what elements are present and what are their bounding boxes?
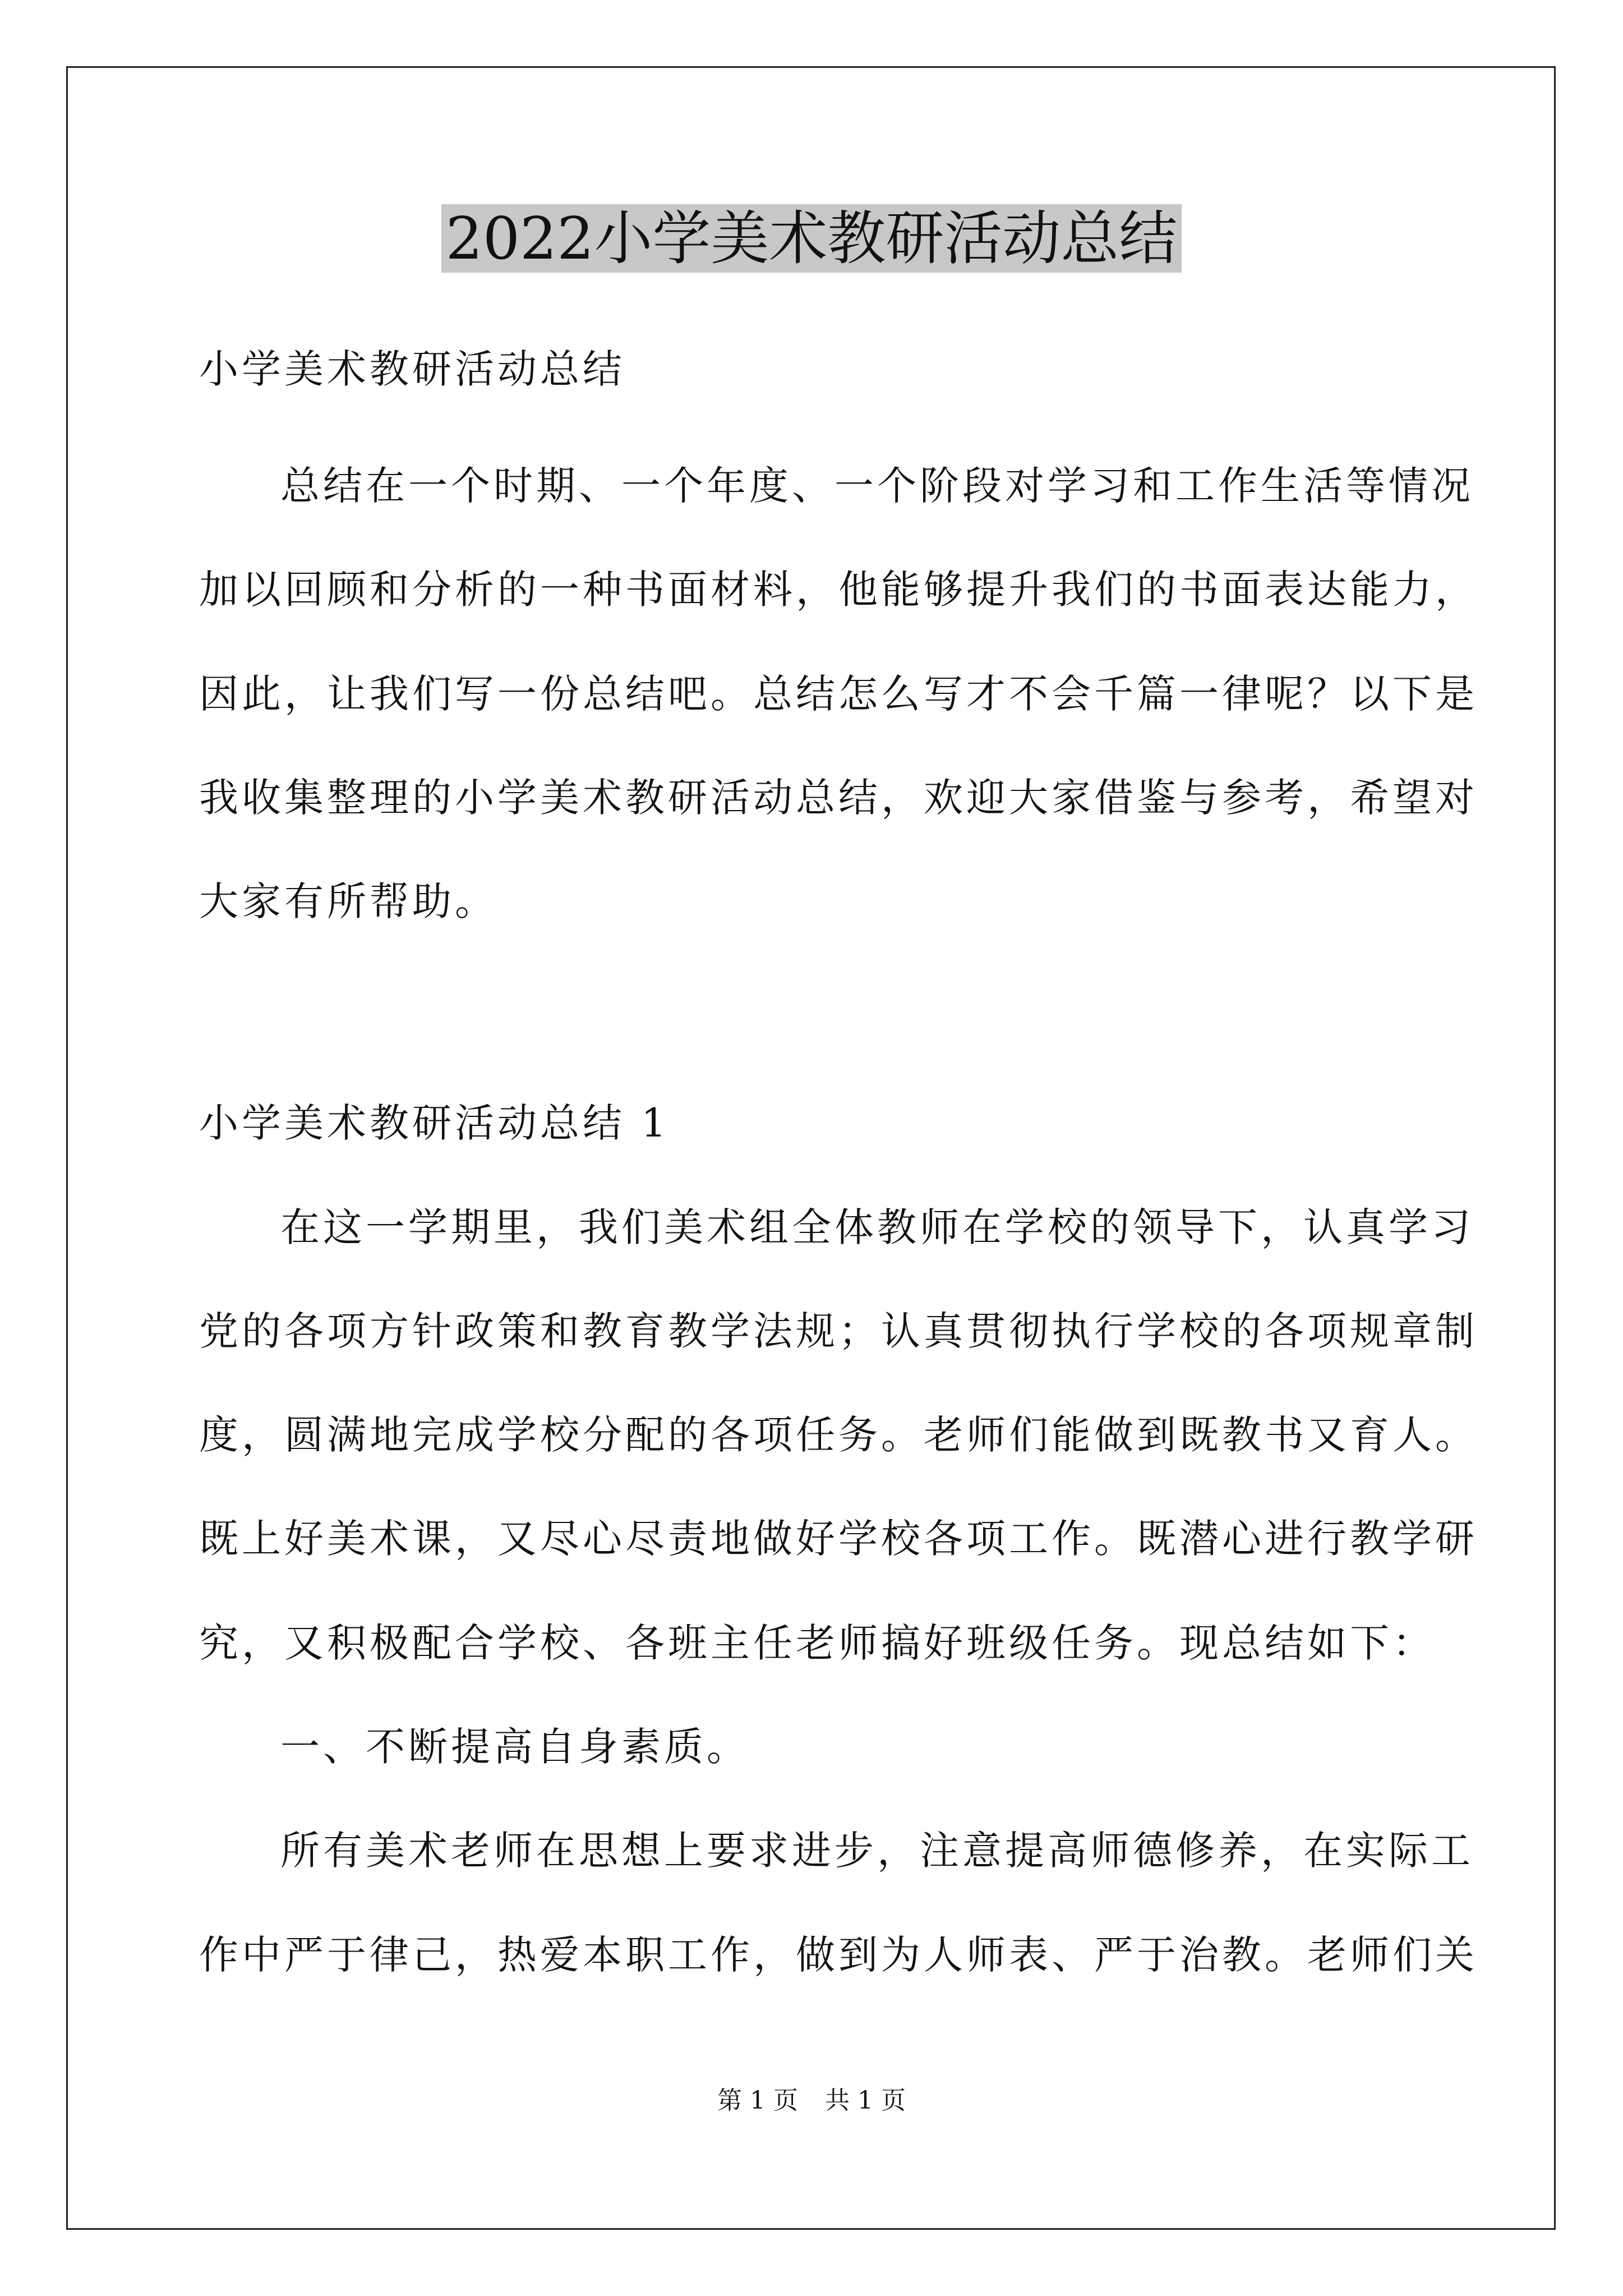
section1-line: 党的各项方针政策和教育教学法规；认真贯彻执行学校的各项规章制 xyxy=(199,1308,1478,1354)
document-subtitle: 小学美术教研活动总结 xyxy=(199,346,625,392)
point1-line: 作中严于律己，热爱本职工作，做到为人师表、严于治教。老师们关 xyxy=(199,1932,1478,1978)
intro-line: 加以回顾和分析的一种书面材料，他能够提升我们的书面表达能力， xyxy=(199,567,1478,613)
section-heading: 小学美术教研活动总结 1 xyxy=(199,1100,670,1146)
intro-line: 总结在一个时期、一个年度、一个阶段对学习和工作生活等情况 xyxy=(280,463,1474,509)
intro-line: 我收集整理的小学美术教研活动总结，欢迎大家借鉴与参考，希望对 xyxy=(199,775,1478,821)
intro-line: 大家有所帮助。 xyxy=(199,878,497,924)
point1-line: 所有美术老师在思想上要求进步，注意提高师德修养，在实际工 xyxy=(280,1828,1474,1874)
section1-line: 既上好美术课，又尽心尽责地做好学校各项工作。既潜心进行教学研 xyxy=(199,1516,1478,1562)
document-title: 2022小学美术教研活动总结 xyxy=(0,199,1623,278)
section1-line: 在这一学期里，我们美术组全体教师在学校的领导下，认真学习 xyxy=(280,1204,1474,1250)
page-footer xyxy=(0,2084,1623,2118)
page-number: 第 1 页 xyxy=(717,2086,798,2115)
page-count: 共 1 页 xyxy=(825,2086,906,2115)
section1-line: 度，圆满地完成学校分配的各项任务。老师们能做到既教书又育人。 xyxy=(199,1412,1478,1458)
section1-line: 究，又积极配合学校、各班主任老师搞好班级任务。现总结如下： xyxy=(199,1620,1435,1666)
point-heading: 一、不断提高自身素质。 xyxy=(280,1724,749,1770)
intro-line: 因此，让我们写一份总结吧。总结怎么写才不会千篇一律呢？以下是 xyxy=(199,671,1478,717)
